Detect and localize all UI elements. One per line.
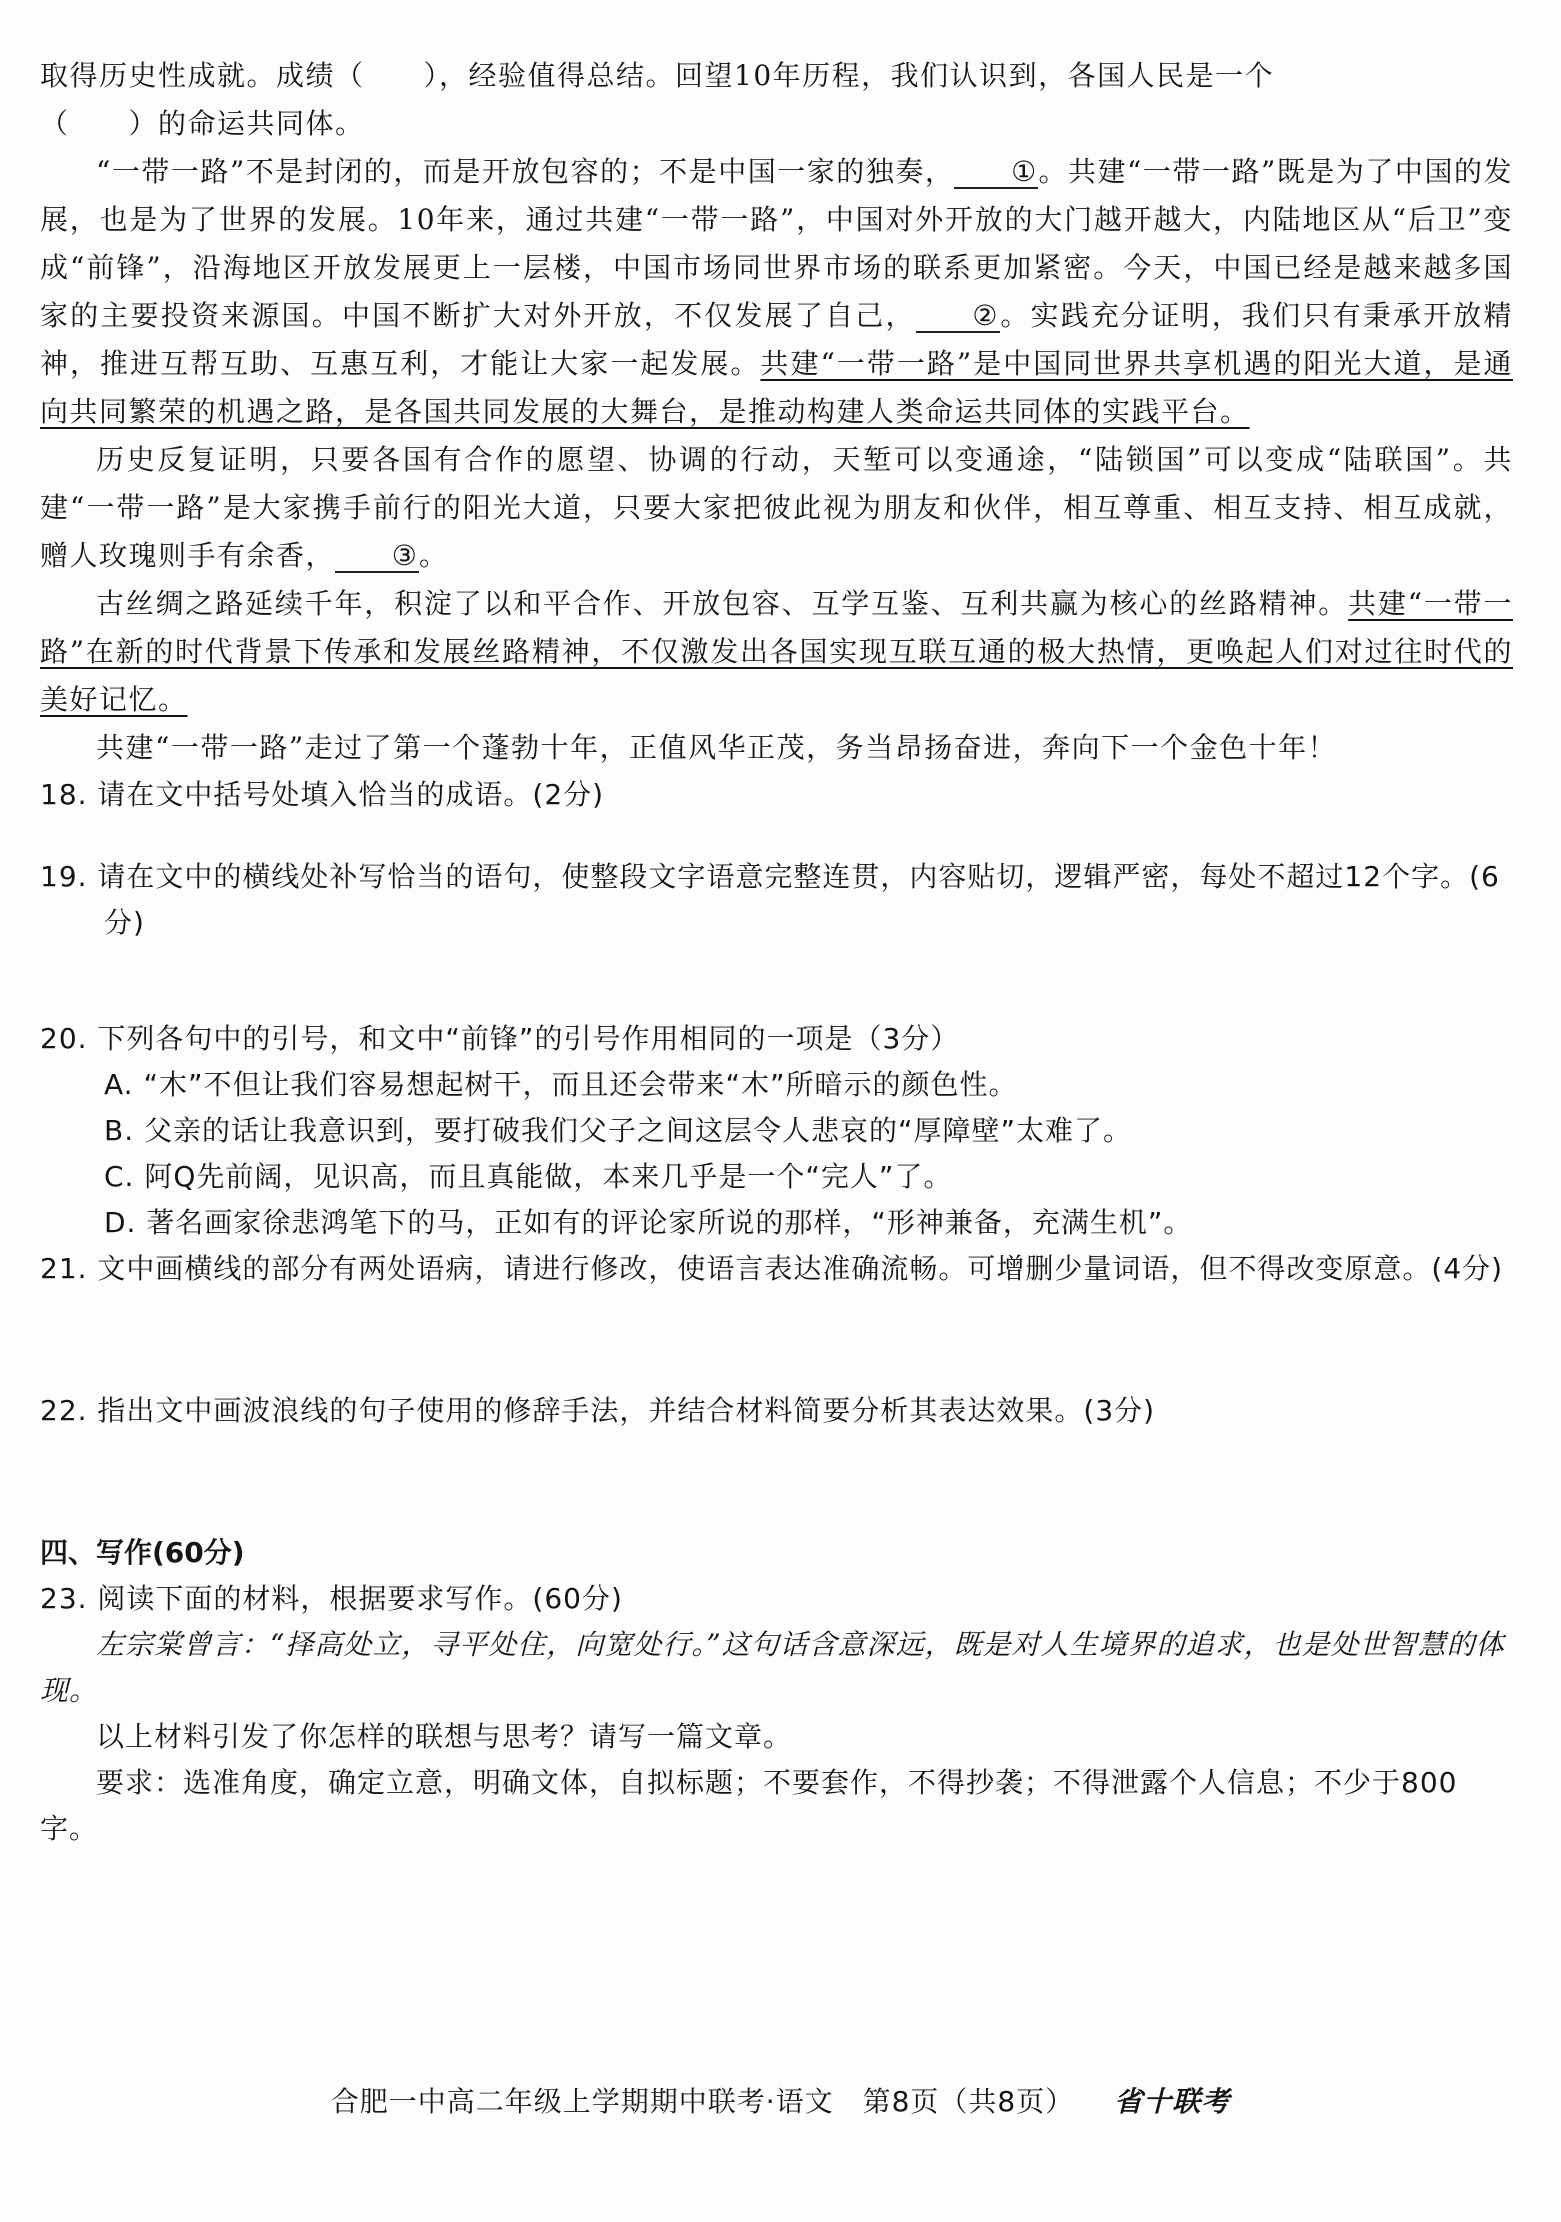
para2-text-a: “一带一路”不是封闭的，而是开放包容的；不是中国一家的独奏， [96,155,955,188]
blank-2: ② [916,301,1000,333]
writing-material: 左宗棠曾言：“择高处立，寻平处住，向宽处行。”这句话含意深远，既是对人生境界的追求，也是处世智慧的体现。 [40,1628,1505,1707]
page-footer [0,2080,1561,2120]
passage-paragraph-3 [40,436,1513,580]
blank-1: ① [954,157,1038,189]
question-20-option-d: D. 著名画家徐悲鸿笔下的马，正如有的评论家所说的那样，“形神兼备，充满生机”。 [104,1206,1193,1239]
footer-exam-info: 合肥一中高二年级上学期期中联考·语文 第8页（共8页） [330,2085,1075,2118]
passage-line-2: （ ）的命运共同体。 [40,107,365,140]
writing-section-title: 四、写作(60分) [40,1536,245,1569]
para2-text-b: 。共建“一带一路”既是为了中国的发展，也是为了世界的发展。10年来，通过共建“一带一路”，中国对外开放的大门越开越大，内陆地区从“后卫”变成“前锋”，沿海地区开放发展更上一层楼，中国市场同世界市场的联系更加紧密。今天，中国已经是越来越多国家的主要投资来源国。中国不断扩大对外开放，不仅发展了自己， [40,155,1513,332]
question-20-option-c: C. 阿Q先前阔，见识高，而且真能做，本来几乎是一个“完人”了。 [104,1160,953,1193]
question-20-option-b: B. 父亲的话让我意识到，要打破我们父子之间这层令人悲哀的“厚障壁”太难了。 [104,1114,1133,1147]
writing-requirements: 要求：选准角度，确定立意，明确文体，自拟标题；不要套作，不得抄袭；不得泄露个人信息；不少于800字。 [40,1766,1458,1845]
question-19: 19. 请在文中的横线处补写恰当的语句，使整段文字语意完整连贯，内容贴切，逻辑严密，每处不超过12个字。(6分) [40,860,1500,939]
question-22: 22. 指出文中画波浪线的句子使用的修辞手法，并结合材料简要分析其表达效果。(3分) [40,1394,1156,1427]
para4-text-a: 古丝绸之路延续千年，积淀了以和平合作、开放包容、互学互鉴、互利共赢为核心的丝路精神。 [96,587,1349,620]
underlined-sentence-1: 共建“一带一路”是中国同世界共享机遇的阳光大道，是通向共同繁荣的机遇之路，是各国共同发展的大舞台，是推动构建人类命运共同体的实践平台。 [40,347,1513,428]
question-20-option-a: A. “木”不但让我们容易想起树干，而且还会带来“木”所暗示的颜色性。 [104,1068,1018,1101]
question-18: 18. 请在文中括号处填入恰当的成语。(2分) [40,778,605,811]
footer-brand: 省十联考 [1114,2085,1231,2118]
underlined-sentence-2: 共建“一带一路”在新的时代背景下传承和发展丝路精神，不仅激发出各国实现互联互通的极大热情，更唤起人们对过往时代的美好记忆。 [40,587,1513,716]
blank-3: ③ [335,541,419,573]
passage-line-1: 取得历史性成就。成绩（ ），经验值得总结。回望10年历程，我们认识到，各国人民是一个 [40,59,1275,92]
passage-paragraph-2 [40,148,1513,436]
question-20: 20. 下列各句中的引号，和文中“前锋”的引号作用相同的一项是（3分） [40,1022,960,1055]
writing-prompt: 以上材料引发了你怎样的联想与思考？请写一篇文章。 [96,1720,793,1753]
passage-paragraph-5: 共建“一带一路”走过了第一个蓬勃十年，正值风华正茂，务当昂扬奋进，奔向下一个金色十年！ [96,731,1338,764]
question-23: 23. 阅读下面的材料，根据要求写作。(60分) [40,1582,623,1615]
para2-text-c: 。实践充分证明，我们只有秉承开放精神，推进互帮互助、互惠互利，才能让大家一起发展。 [40,299,1513,380]
para3-text-a: 历史反复证明，只要各国有合作的愿望、协调的行动，天堑可以变通途，“陆锁国”可以变成“陆联国”。共建“一带一路”是大家携手前行的阳光大道，只要大家把彼此视为朋友和伙伴，相互尊重、相互支持、相互成就，赠人玫瑰则手有余香， [40,443,1513,572]
passage-paragraph-4 [40,580,1513,724]
para3-text-b: 。 [419,539,449,572]
question-21: 21. 文中画横线的部分有两处语病，请进行修改，使语言表达准确流畅。可增删少量词语，但不得改变原意。(4分) [40,1252,1504,1285]
